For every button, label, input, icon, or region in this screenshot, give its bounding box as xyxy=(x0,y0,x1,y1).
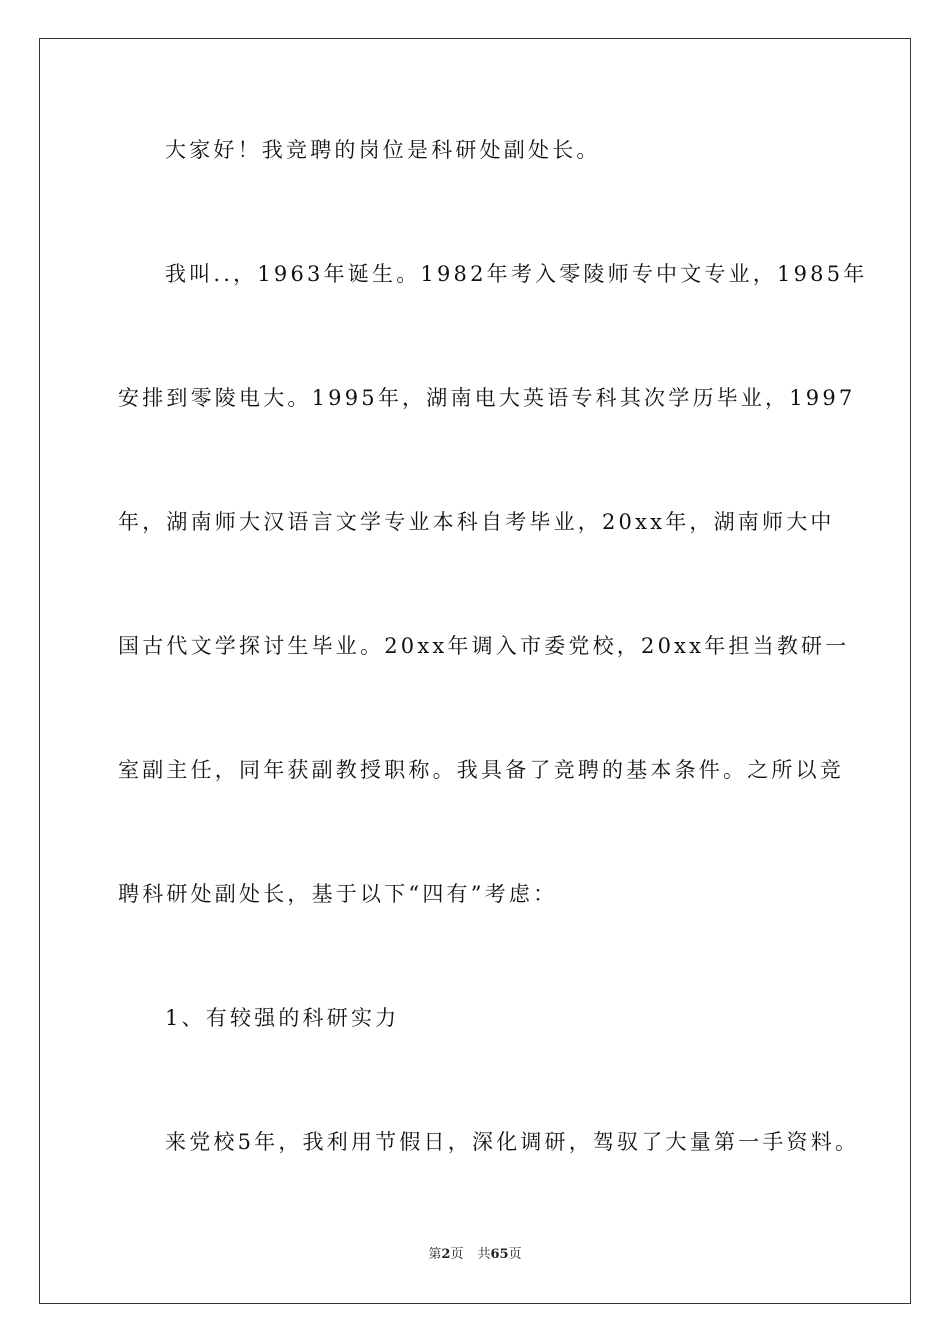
paragraph-line: 聘科研处副处长，基于以下“四有”考虑： xyxy=(118,882,558,906)
paragraph-greeting: 大家好！我竞聘的岗位是科研处副处长。 xyxy=(165,138,601,162)
page-number: 2 xyxy=(441,1247,451,1262)
total-prefix: 共 xyxy=(477,1247,491,1262)
page-border xyxy=(39,38,911,1304)
paragraph-line: 来党校5年，我利用节假日，深化调研，驾驭了大量第一手资料。 xyxy=(165,1130,860,1154)
section-heading: 1、有较强的科研实力 xyxy=(165,1006,400,1030)
page-footer xyxy=(0,1246,950,1264)
paragraph-line: 我叫..，1963年诞生。1982年考入零陵师专中文专业，1985年 xyxy=(165,262,868,286)
paragraph-line: 国古代文学探讨生毕业。20xx年调入市委党校，20xx年担当教研一 xyxy=(118,634,850,658)
total-pages: 65 xyxy=(490,1247,509,1262)
page-suffix: 页 xyxy=(450,1247,464,1262)
total-suffix: 页 xyxy=(508,1247,522,1262)
paragraph-line: 安排到零陵电大。1995年，湖南电大英语专科其次学历毕业，1997 xyxy=(118,386,856,410)
page-prefix: 第 xyxy=(428,1247,442,1262)
paragraph-line: 室副主任，同年获副教授职称。我具备了竞聘的基本条件。之所以竞 xyxy=(118,758,844,782)
paragraph-line: 年，湖南师大汉语言文学专业本科自考毕业，20xx年，湖南师大中 xyxy=(118,510,835,534)
